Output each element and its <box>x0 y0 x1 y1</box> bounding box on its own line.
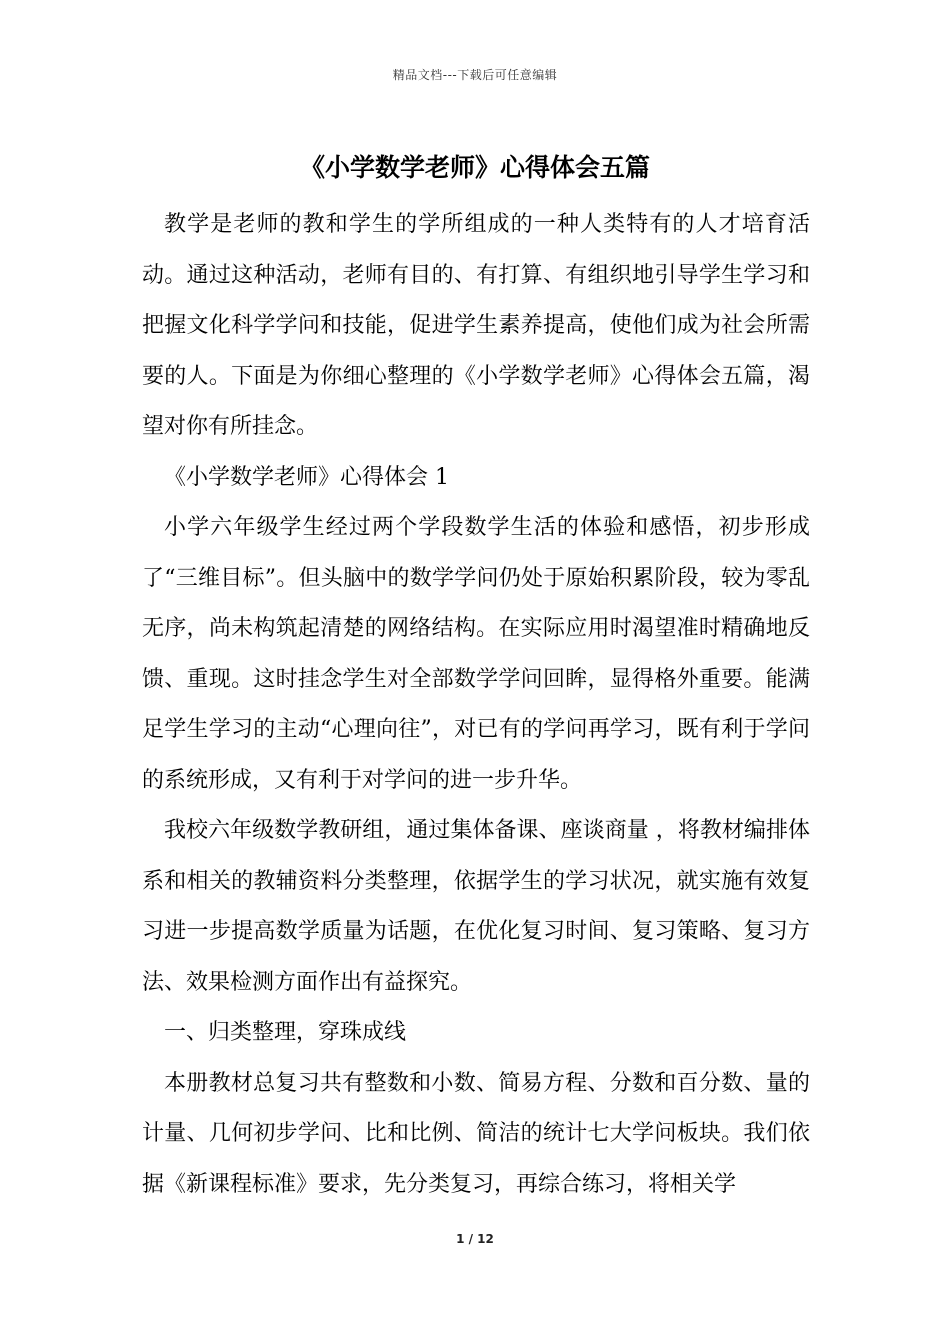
paragraph-intro: 教学是老师的教和学生的学所组成的一种人类特有的人才培育活动。通过这种活动，老师有目的、有打算、有组织地引导学生学习和把握文化科学学问和技能，促进学生素养提高，使他们成为社会所需要的人。下面是为你细心整理的《小学数学老师》心得体会五篇，渴望对你有所挂念。 <box>142 212 810 439</box>
paragraph-2: 我校六年级数学教研组，通过集体备课、座谈商量 ，将教材编排体系和相关的教辅资料分类整理，依据学生的学习状况，就实施有效复习进一步提高数学质量为话题，在优化复习时间、复习策略、复习方法、效果检测方面作出有益探究。 <box>142 818 810 995</box>
document-body <box>142 200 810 1210</box>
section-heading-1: 《小学数学老师》心得体会 1 <box>164 464 449 490</box>
document-title: 《小学数学老师》心得体会五篇 <box>299 153 650 182</box>
paragraph-1: 小学六年级学生经过两个学段数学生活的体验和感悟，初步形成了“三维目标”。但头脑中的数学学问仍处于原始积累阶段，较为零乱无序，尚未构筑起清楚的网络结构。在实际应用时渴望准时精确地反馈、重现。这时挂念学生对全部数学学问回眸，显得格外重要。能满足学生学习的主动“心理向往”，对已有的学问再学习，既有利于学问的系统形成，又有利于对学问的进一步升华。 <box>142 515 810 793</box>
page-number: 1 / 12 <box>456 1232 494 1246</box>
page-header: 精品文档---下载后可任意编辑 <box>392 68 558 82</box>
subheading-1: 一、归类整理，穿珠成线 <box>164 1020 407 1045</box>
paragraph-3: 本册教材总复习共有整数和小数、简易方程、分数和百分数、量的计量、几何初步学问、比和比例、简洁的统计七大学问板块。我们依据《新课程标准》要求，先分类复习，再综合练习，将相关学 <box>142 1070 810 1197</box>
